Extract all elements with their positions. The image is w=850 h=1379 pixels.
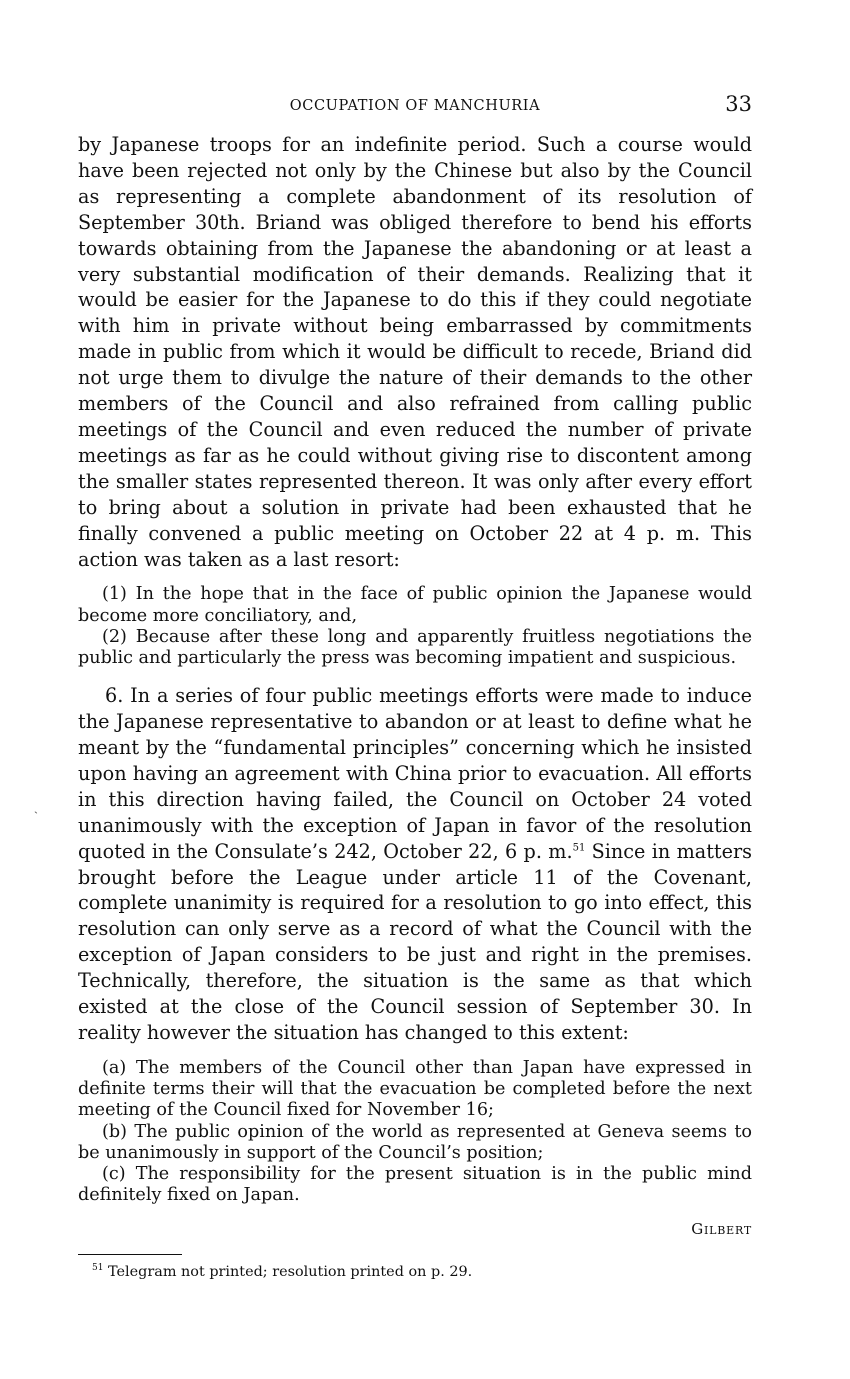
body-paragraph-1: by Japanese troops for an indefinite period. Such a course would have been rejected not only by the Chinese but also by the Council as representing a complete abandonment of its resolution of September 30th. Briand was obliged therefore to bend his efforts towards obtaining from the Japanese the abandoning or at least a very substantial modification of their demands. Realizing that it would be easier for the Japanese to do this if they could negotiate with him in private without being embarrassed by commitments made in public from which it would be difficult to recede, Briand did not urge them to divulge the nature of their demands to the other members of the Council and also refrained from calling public meetings of the Council and even reduced the number of private meetings as far as he could without giving rise to discontent among the smaller states represented thereon. It was only after every effort to bring about a solution in private had been exhausted that he finally convened a public meeting on October 22 at 4 p. m. This action was taken as a last resort: xyxy=(78,133,752,571)
paragraph-2-text-b: Since in matters brought before the League under article 11 of the Covenant, complete unanimity is required for a resolution to go into effect, this resolution can only serve as a record of what the Council with the exception of Japan considers to be just and right in the premises. Technically, therefore, the situation is the same as that which existed at the close of the Council session of September 30. In reality however the situation has changed to this extent: xyxy=(78,839,752,1044)
footnote-number: 51 xyxy=(92,1263,104,1274)
change-item-a: (a) The members of the Council other than Japan have expressed in definite terms their will that the evacuation be completed before the next meeting of the Council fixed for November 16; xyxy=(78,1057,752,1121)
body-paragraph-2 xyxy=(78,683,752,1046)
footnote xyxy=(92,1263,752,1282)
reasons-list xyxy=(78,584,752,669)
reason-item-2: (2) Because after these long and apparently fruitless negotiations the public and particularly the press was becoming impatient and suspicious. xyxy=(78,626,752,669)
document-page xyxy=(78,92,752,1282)
reason-item-1: (1) In the hope that in the face of public opinion the Japanese would become more conciliatory, and, xyxy=(78,584,752,626)
footnote-divider xyxy=(78,1254,182,1255)
paragraph-2-text-a: 6. In a series of four public meetings efforts were made to induce the Japanese representative to abandon or at least to define what he meant by the “fundamental principles” concerning which he insisted upon having an agreement with China prior to evacuation. All efforts in this direction having failed, the Council on October 24 voted unanimously with the exception of Japan in favor of the resolution quoted in the Consulate’s 242, October 22, 6 p. m. xyxy=(78,684,752,863)
footnote-text: Telegram not printed; resolution printed on p. 29. xyxy=(108,1264,473,1281)
running-header xyxy=(78,92,752,120)
signature: Gilbert xyxy=(691,1220,752,1239)
margin-mark: ˏ xyxy=(34,800,38,814)
running-title: OCCUPATION OF MANCHURIA xyxy=(289,98,541,114)
change-item-c: (c) The responsibility for the present situation is in the public mind definitely fixed on Japan. xyxy=(78,1163,752,1206)
changes-list xyxy=(78,1058,752,1206)
footnote-reference: 51 xyxy=(572,842,586,854)
change-item-b: (b) The public opinion of the world as represented at Geneva seems to be unanimously in support of the Council’s position; xyxy=(78,1121,752,1163)
page-number: 33 xyxy=(725,92,752,116)
